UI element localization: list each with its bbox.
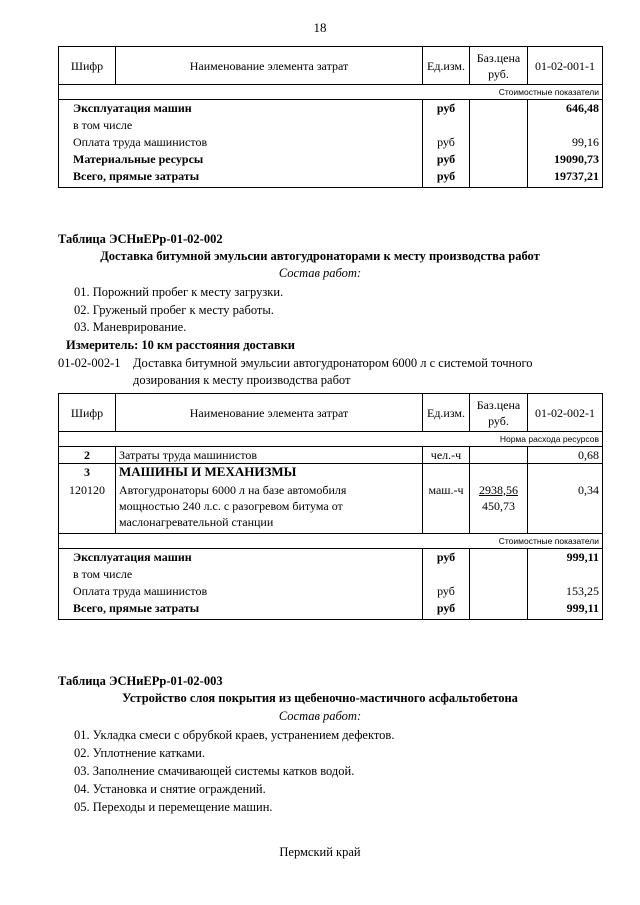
page-footer: Пермский край (279, 845, 361, 859)
section-label: Стоимостные показатели (59, 85, 603, 100)
row-name: Оплата труда машинистов (59, 583, 423, 600)
table-row (59, 117, 603, 134)
cost-table-002 (58, 393, 603, 620)
row-name-line: мощностью 240 л.с. с разогревом битума от (119, 498, 343, 513)
header-id: 01-02-002-1 (528, 394, 603, 432)
cost-table-001 (58, 46, 603, 188)
row-unit: маш.-ч (423, 482, 470, 534)
table-header (59, 394, 603, 432)
section-label: Стоимостные показатели (59, 534, 603, 549)
header-code: Шифр (59, 47, 116, 85)
table-header (59, 47, 603, 85)
work-item: 03. Маневрирование. (74, 320, 187, 334)
row-unit: руб (423, 100, 470, 117)
table-row (59, 566, 603, 583)
header-code: Шифр (59, 394, 116, 432)
row-unit: руб (423, 134, 470, 151)
price-total: 2938,56 (479, 482, 518, 497)
row-name: Оплата труда машинистов (59, 134, 423, 151)
table-row (59, 549, 603, 566)
header-unit: Ед.изм. (423, 394, 470, 432)
row-value: 0,68 (528, 447, 603, 464)
section-heading: Доставка битумной эмульсии автогудронаторами к месту производства работ (100, 249, 540, 263)
page-number: 18 (313, 20, 327, 35)
table-row (59, 100, 603, 117)
table-row (59, 447, 603, 464)
row-price (470, 482, 528, 534)
row-name: в том числе (59, 566, 423, 583)
row-code: 2 (59, 447, 116, 464)
row-name: Затраты труда машинистов (116, 447, 423, 464)
section-label-row (59, 85, 603, 100)
item-code: 01-02-002-1 (58, 356, 121, 370)
row-unit: руб (423, 583, 470, 600)
row-name: в том числе (59, 117, 423, 134)
header-id: 01-02-001-1 (528, 47, 603, 85)
table-title: Таблица ЭСНиЕРр-01-02-002 (58, 232, 223, 246)
work-composition-title: Состав работ: (278, 266, 362, 280)
norm-label: Норма расхода ресурсов (59, 432, 603, 447)
row-value: 19737,21 (528, 168, 603, 188)
row-code: 3 (59, 464, 116, 482)
table-row (59, 482, 603, 534)
work-item: 03. Заполнение смачивающей системы катков водой. (74, 764, 355, 778)
table-row (59, 168, 603, 188)
row-unit: руб (423, 600, 470, 620)
header-name: Наименование элемента затрат (116, 394, 423, 432)
table-title: Таблица ЭСНиЕРр-01-02-003 (58, 674, 223, 688)
section-label-row (59, 534, 603, 549)
row-name: МАШИНЫ И МЕХАНИЗМЫ (116, 464, 423, 482)
row-name-line: Автогудронаторы 6000 л на базе автомобиля (119, 482, 347, 497)
work-item: 02. Уплотнение катками. (74, 746, 205, 760)
work-item: 04. Установка и снятие ограждений. (74, 782, 266, 796)
row-unit: руб (423, 168, 470, 188)
section-heading: Устройство слоя покрытия из щебеночно-мастичного асфальтобетона (122, 691, 518, 705)
work-item: 01. Порожний пробег к месту загрузки. (74, 285, 284, 299)
row-value: 99,16 (528, 134, 603, 151)
header-name: Наименование элемента затрат (116, 47, 423, 85)
row-name-line: маслонагревательной станции (119, 514, 274, 529)
table-row (59, 151, 603, 168)
work-item: 02. Груженый пробег к месту работы. (74, 303, 274, 317)
price-labor: 450,73 (482, 498, 515, 513)
header-base-price: Баз.цена руб. (470, 394, 528, 432)
row-value: 646,48 (528, 100, 603, 117)
table-row (59, 583, 603, 600)
row-unit: руб (423, 151, 470, 168)
row-value: 0,34 (528, 482, 603, 534)
row-value: 999,11 (528, 600, 603, 620)
header-unit: Ед.изм. (423, 47, 470, 85)
item-description: Доставка битумной эмульсии автогудронатором 6000 л с системой точного (133, 356, 533, 370)
norm-label-row (59, 432, 603, 447)
row-name: Материальные ресурсы (59, 151, 423, 168)
row-value: 999,11 (528, 549, 603, 566)
row-unit: руб (423, 549, 470, 566)
row-name: Эксплуатация машин (59, 100, 423, 117)
row-unit: чел.-ч (423, 447, 470, 464)
row-name (116, 482, 423, 534)
row-value: 153,25 (528, 583, 603, 600)
table-row (59, 600, 603, 620)
work-item: 01. Укладка смеси с обрубкой краев, устранением дефектов. (74, 728, 395, 742)
row-code: 120120 (59, 482, 116, 534)
table-row (59, 134, 603, 151)
work-item: 05. Переходы и перемещение машин. (74, 800, 273, 814)
meter-label: Измеритель: 10 км расстояния доставки (66, 338, 296, 352)
row-name: Всего, прямые затраты (59, 168, 423, 188)
work-composition-title: Состав работ: (278, 709, 362, 723)
row-value: 19090,73 (528, 151, 603, 168)
item-description: дозирования к месту производства работ (133, 373, 351, 387)
row-name: Всего, прямые затраты (59, 600, 423, 620)
header-base-price: Баз.цена руб. (470, 47, 528, 85)
row-name: Эксплуатация машин (59, 549, 423, 566)
table-row (59, 464, 603, 482)
